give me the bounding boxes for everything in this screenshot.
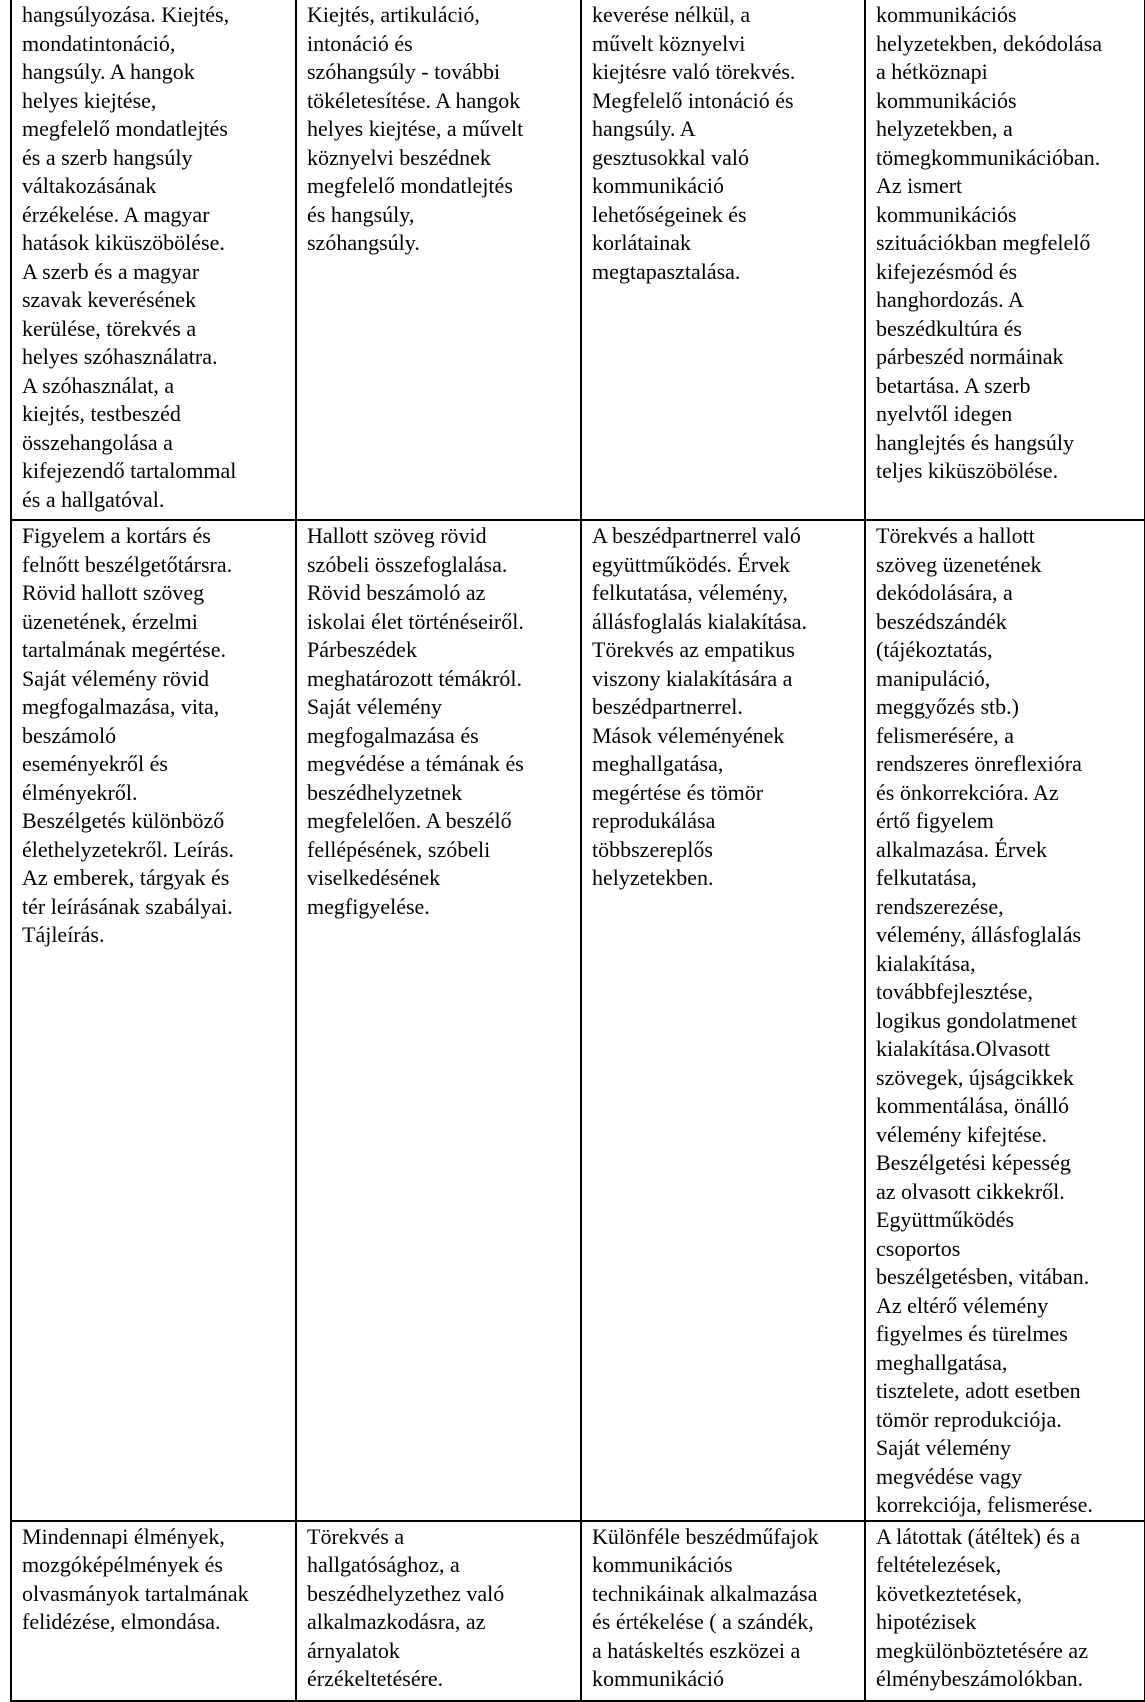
table-cell [296,1521,581,1701]
cell-text: kommunikációs helyzetekben, dekódolása a hétköznapi kommunikációs helyzetekben, a tömegkommunikációban. Az ismert kommunikációs szituációkban megfelelő kifejezésmód és hanghordozás. A beszédkultúra és párbeszéd normáinak betartása. A szerb nyelvtől idegen hanglejtés és hangsúly teljes kiküszöbölése. [876,2,1103,483]
table-cell [296,520,581,1521]
table-cell [581,520,865,1521]
curriculum-table [10,0,1145,1702]
cell-text: Figyelem a kortárs és felnőtt beszélgetőtársra. Rövid hallott szöveg üzenetének, érzelmi tartalmának megértése. Saját vélemény rövid megfogalmazása, vita, beszámoló eseményekről és élményekről. Beszélgetés különböző élethelyzetekről. Leírás. Az emberek, tárgyak és tér leírásának szabályai. Tájleírás. [22,523,234,947]
cell-text: Mindennapi élmények, mozgóképélmények és olvasmányok tartalmának felidézése, elmondása. [22,1523,249,1634]
table-cell [865,0,1145,520]
cell-text: Kiejtés, artikuláció, intonáció és szóhangsúly - további tökéletesítése. A hangok helyes kiejtése, a művelt köznyelvi beszédnek megfelelő mondatlejtés és hangsúly, szóhangsúly. [307,2,524,255]
cell-text: A beszédpartnerrel való együttműködés. Érvek felkutatása, vélemény, állásfoglalás kialakítása. Törekvés az empatikus viszony kialakítására a beszédpartnerrel. Mások véleményének meghallgatása, megértése és tömör reprodukálása többszereplős helyzetekben. [592,523,808,890]
cell-text: Törekvés a hallgatósághoz, a beszédhelyzethez való alkalmazkodásra, az árnyalatok érzékeltetésére. [307,1523,505,1691]
table-cell [865,520,1145,1521]
table-cell [581,0,865,520]
table-cell [11,0,296,520]
table-cell [296,0,581,520]
table-cell [11,520,296,1521]
table-row [11,0,1145,520]
cell-text: A látottak (átéltek) és a feltételezések, következtetések, hipotézisek megkülönböztetésére az élménybeszámolókban. [876,1523,1088,1691]
table-cell [11,1521,296,1701]
cell-text: Hallott szöveg rövid szóbeli összefoglalása. Rövid beszámoló az iskolai élet történéseiről. Párbeszédek meghatározott témákról. Saját vélemény megfogalmazása és megvédése a témának és beszédhelyzetnek megfelelően. A beszélő fellépésének, szóbeli viselkedésének megfigyelése. [307,523,524,919]
cell-text: keverése nélkül, a művelt köznyelvi kiejtésre való törekvés. Megfelelő intonáció és hangsúly. A gesztusokkal való kommunikáció lehetőségeinek és korlátainak megtapasztalása. [592,2,796,284]
table-row [11,520,1145,1521]
cell-text: Különféle beszédműfajok kommunikációs technikáinak alkalmazása és értékelése ( a szándék, a hatáskeltés eszközei a kommunikáció [592,1523,819,1691]
table-row [11,1521,1145,1701]
cell-text: Törekvés a hallott szöveg üzenetének dekódolására, a beszédszándék (tájékoztatás, manipuláció, meggyőzés stb.) felismerésére, a rendszeres önreflexióra és önkorrekcióra. Az értő figyelem alkalmazása. Érvek felkutatása, rendszerezése, vélemény, állásfoglalás kialakítása, továbbfejlesztése, logikus gondolatmenet kialakítása.Olvasott szövegek, újságcikkek kommentálása, önálló vélemény kifejtése. Beszélgetési képesség az olvasott cikkekről. Együttműködés csoportos beszélgetésben, vitában. Az eltérő vélemény figyelmes és türelmes meghallgatása, tisztelete, adott esetben tömör reprodukciója. Saját vélemény megvédése vagy korrekciója, felismerése. [876,523,1093,1517]
cell-text: hangsúlyozása. Kiejtés, mondatintonáció, hangsúly. A hangok helyes kiejtése, megfelelő mondatlejtés és a szerb hangsúly váltakozásának érzékelése. A magyar hatások kiküszöbölése. A szerb és a magyar szavak keverésének kerülése, törekvés a helyes szóhasználatra. A szóhasználat, a kiejtés, testbeszéd összehangolása a kifejezendő tartalommal és a hallgatóval. [22,2,237,512]
table-cell [865,1521,1145,1701]
table-cell [581,1521,865,1701]
